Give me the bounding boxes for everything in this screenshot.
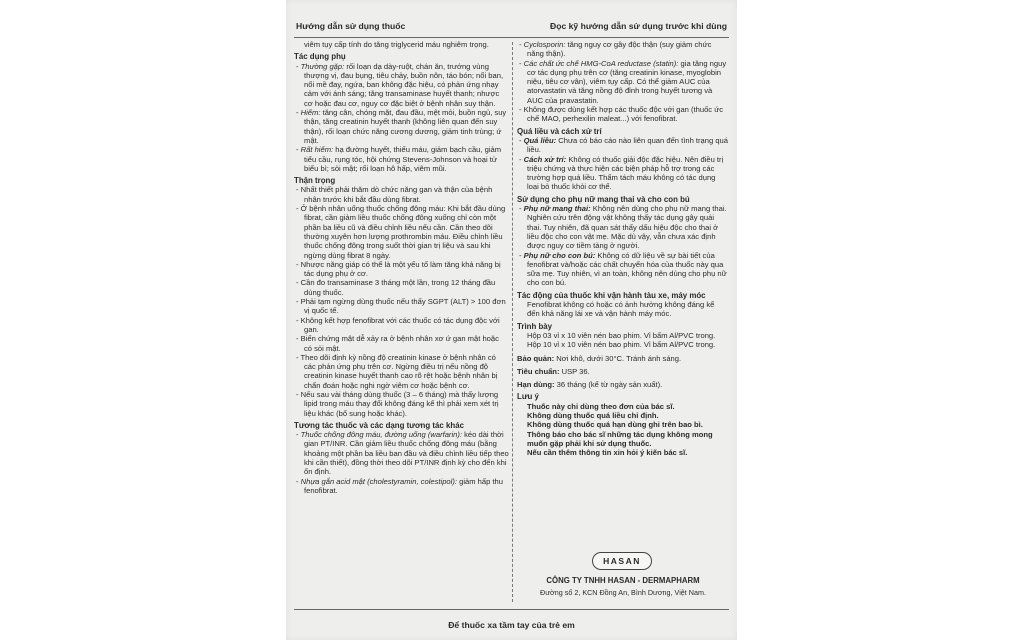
list-item: - Thuốc chống đông máu, đường uống (warfarin): kéo dài thời gian PT/INR. Cần giảm liều thuốc chống đông máu (bằng khoảng một phần ba liều ban đầu và điều chỉnh liều tiếp theo khi cần thiết), đồng thời theo dõi PT/INR định kỳ cho đến khi ổn định. [296,430,509,477]
interactions-continued-list [517,40,729,124]
item-term: Thường gặp: [300,61,345,71]
item-text: hạ đường huyết, thiếu máu, giảm bạch cầu, giảm tiểu cầu, rụng tóc, hội chứng Stevens-Johnson và hoại tử biểu bì; sỏi mật; rối loạn hô hấp, viêm mũi. [304,145,502,173]
storage-line [517,354,729,363]
interactions-heading: Tương tác thuốc và các dạng tương tác khác [294,420,464,430]
item-text: kéo dài thời gian PT/INR. Cần giảm liều thuốc chống đông máu (bằng khoảng một phần ba liều ban đầu và điều chỉnh liều tiếp theo khi cần thiết), đồng thời theo dõi PT/INR định kỳ cho đến khi ổn định. [304,430,509,477]
expiry-line [517,380,729,389]
item-text: Không nên dùng cho phụ nữ mang thai. Nghiên cứu trên động vật không thấy tác dụng gây quái thai. Tuy nhiên, đã quan sát thấy dấu hiệu độc cho thai ở liều độc cho con vật mẹ. Mặc dù vậy, vẫn chưa xác định được nguy cơ tiềm tàng ở người. [527,204,727,251]
item-term: Thuốc chống đông máu, đường uống (warfarin): [300,430,463,440]
leaflet-header [296,21,727,35]
item-text: Không được dùng kết hợp các thuốc độc với gan (thuốc ức chế MAO, perhexilin maleat...) với fenofibrat. [523,105,724,124]
item-term: Phụ nữ mang thai: [523,204,591,214]
company-address: Đường số 2, KCN Đồng An, Bình Dương, Việt Nam. [540,588,706,597]
notes-heading: Lưu ý [517,392,539,402]
expiry-label: Hạn dùng: [517,380,555,390]
list-item: - Theo dõi định kỳ nồng độ creatinin kinase ở bệnh nhân có các phản ứng phụ trên cơ. Ngừng điều trị nếu nồng độ creatinin kinase huyết thanh cao rõ rệt hoặc bệnh nhân bị chẩn đoán hoặc nghi ngờ viêm cơ hoặc bệnh cơ. [296,352,498,390]
item-text: Không có thuốc giải độc đặc hiệu. Nên điều trị triệu chứng và thực hiện các biện pháp hỗ trợ trong các trường hợp quá liều. Thẩm tách máu không có tác dụng loại bỏ thuốc khỏi cơ thể. [527,154,724,192]
list-item: - Ở bệnh nhân uống thuốc chống đông máu: Khi bắt đầu dùng fibrat, cần giảm liều thuốc chống đông xuống chỉ còn một phần ba liều cũ và điều chỉnh liều nếu cần. Cần theo dõi thường xuyên hơn lượng prothrombin máu. Điều chỉnh liều thuốc chống đông trong suốt thời gian trị liệu và sau khi ngừng dùng fibrat 8 ngày. [296,204,506,260]
note-line: Nếu cần thêm thông tin xin hỏi ý kiến bác sĩ. [527,448,688,458]
list-item: - Nhược năng giáp có thể là một yếu tố làm tăng khả năng bị tác dụng phụ ở cơ. [296,259,501,279]
company-name: CÔNG TY TNHH HASAN - DERMAPHARM [546,576,700,585]
list-item: - Cách xử trí: Không có thuốc giải độc đặc hiệu. Nên điều trị triệu chứng và thực hiện các biện pháp hỗ trợ trong các trường hợp quá liều. Thẩm tách máu không có tác dụng loại bỏ thuốc khỏi cơ thể. [519,154,724,192]
hasan-logo: HASAN [592,552,652,570]
item-text: Nhất thiết phải thăm dò chức năng gan và thận của bệnh nhân trước khi bắt đầu dùng fibrat. [300,185,493,204]
presentation-heading: Trình bày [517,321,553,331]
header-right-title: Đọc kỹ hướng dẫn sử dụng trước khi dùng [550,21,727,31]
item-text: tăng nguy cơ gây độc thận (suy giảm chức năng thận). [527,40,712,59]
precautions-heading: Thận trọng [294,176,336,186]
driving-text: Fenofibrat không có hoặc có ảnh hưởng không đáng kể đến khả năng lái xe và vận hành máy móc. [527,300,715,319]
pregnancy-heading: Sử dụng cho phụ nữ mang thai và cho con bú [517,194,690,204]
item-term: Phụ nữ cho con bú: [523,250,596,260]
item-text: Nếu sau vài tháng dùng thuốc (3 – 6 tháng) mà thấy lượng lipid trong máu thay đổi không đáng kể thì phải xem xét trị liệu khác (bổ sung hoặc khác). [300,389,499,418]
list-item: - Hiếm: tăng cân, chóng mặt, đau đầu, mệt mỏi, buồn ngủ, suy thận, tăng creatinin huyết thanh (không liên quan đến suy thận), rối loạn chức năng cương dương, giảm tinh trùng; ứ mật. [296,108,507,145]
expiry-value: 36 tháng (kể từ ngày sản xuất). [554,380,663,390]
side-effects-list [294,62,509,174]
item-term: Quá liều: [523,135,557,145]
footer-rule [294,609,729,610]
list-item: - Các chất ức chế HMG-CoA reductase (statin): gia tăng nguy cơ tác dụng phụ trên cơ (tăng creatinin kinase, myoglobin niệu, tiêu cơ vân), viêm tụy cấp. Có thể giảm AUC của atorvastatin và tăng nồng độ đỉnh trong huyết tương và AUC của pravastatin. [519,58,727,105]
item-term: Hiếm: [300,108,321,118]
header-rule [294,37,729,38]
item-term: Rất hiếm: [300,145,334,155]
item-text: giảm hấp thu fenofibrat. [304,476,503,495]
standard-value: USP 36. [559,366,590,376]
overdose-heading: Quá liều và cách xử trí [517,126,602,136]
list-item: - Biến chứng mật dễ xảy ra ở bệnh nhân xơ ứ gan mật hoặc có sỏi mật. [296,334,499,353]
list-item: - Nhất thiết phải thăm dò chức năng gan và thận của bệnh nhân trước khi bắt đầu dùng fibrat. [296,185,493,204]
list-item: - Phải tạm ngừng dùng thuốc nếu thấy SGPT (ALT) > 100 đơn vị quốc tế. [296,297,506,316]
leaflet-paper [286,0,737,640]
header-left-title: Hướng dẫn sử dụng thuốc [296,21,406,31]
list-item: - Nhựa gắn acid mật (cholestyramin, colestipol): giảm hấp thu fenofibrat. [296,476,503,495]
standard-label: Tiêu chuẩn: [517,366,560,376]
item-term: Cách xử trí: [523,154,567,164]
list-item: - Không kết hợp fenofibrat với các thuốc có tác dụng độc với gan. [296,315,500,334]
pregnancy-list [517,204,729,288]
precautions-list [294,185,509,417]
note-line: Thuốc này chỉ dùng theo đơn của bác sĩ. [527,401,675,411]
item-text: gia tăng nguy cơ tác dụng phụ trên cơ (tăng creatinin kinase, myoglobin niệu, tiêu cơ vân), viêm tụy cấp. Có thể giảm AUC của atorvastatin và tăng nồng độ đỉnh trong huyết tương và AUC của pravastatin. [527,58,727,105]
notes-list [517,402,729,458]
side-effects-heading: Tác dụng phụ [294,52,346,62]
presentation-line: Hộp 03 vỉ x 10 viên nén bao phim. Vỉ bấm Al/PVC trong. [527,330,716,340]
presentation-line: Hộp 10 vỉ x 10 viên nén bao phim. Vỉ bấm Al/PVC trong. [527,340,716,350]
item-text: Cần đo transaminase 3 tháng một lần, trong 12 tháng đầu dùng thuốc. [300,278,496,297]
item-term: Nhựa gắn acid mật (cholestyramin, colestipol): [300,476,457,486]
overdose-list [517,136,729,192]
storage-label: Bảo quản: [517,353,555,363]
list-item: - Nếu sau vài tháng dùng thuốc (3 – 6 tháng) mà thấy lượng lipid trong máu thay đổi không đáng kể thì phải xem xét trị liệu khác (bổ sung hoặc khác). [296,389,499,418]
interactions-list [294,430,509,495]
intro-text: viêm tụy cấp tính do tăng triglycerid máu nghiêm trọng. [304,40,489,49]
note-line: Thông báo cho bác sĩ những tác dụng không mong muốn gặp phải khi sử dụng thuốc. [527,429,713,448]
driving-heading: Tác động của thuốc khi vận hành tàu xe, máy móc [517,290,706,300]
left-column [294,40,509,495]
item-term: Cyclosporin: [523,40,566,49]
list-item: - Thường gặp: rối loạn dạ dày-ruột, chán ăn, trướng vùng thượng vị, đau bụng, tiêu chảy, buồn nôn, táo bón; nổi ban, nổi mề đay, ngứa, ban không đặc hiệu, có phản ứng nhạy cảm với ánh sáng; tăng transaminase huyết thanh; nhược cơ hoặc đau cơ, nguy cơ đặc biệt ở bệnh nhân suy thận. [296,61,504,108]
column-divider [512,42,513,602]
list-item: - Cần đo transaminase 3 tháng một lần, trong 12 tháng đầu dùng thuốc. [296,278,496,297]
item-text: Chưa có báo cáo nào liên quan đến tình trạng quá liều. [527,135,728,155]
note-line: Không dùng thuốc quá hạn dùng ghi trên bao bì. [527,420,703,430]
item-text: Phải tạm ngừng dùng thuốc nếu thấy SGPT (ALT) > 100 đơn vị quốc tế. [300,297,506,316]
list-item: - Phụ nữ mang thai: Không nên dùng cho phụ nữ mang thai. Nghiên cứu trên động vật không thấy tác dụng gây quái thai. Tuy nhiên, đã quan sát thấy dấu hiệu độc cho thai ở liều độc cho con vật mẹ. Mặc dù vậy, vẫn chưa xác định được nguy cơ tiềm tàng ở người. [519,204,727,251]
list-item: - Quá liều: Chưa có báo cáo nào liên quan đến tình trạng quá liều. [519,135,728,155]
item-text: tăng cân, chóng mặt, đau đầu, mệt mỏi, buồn ngủ, suy thận, tăng creatinin huyết thanh (không liên quan đến suy thận), rối loạn chức năng cương dương, giảm tinh trùng; ứ mật. [304,108,507,145]
standard-line [517,367,729,376]
note-line: Không dùng thuốc quá liều chỉ định. [527,410,659,420]
list-item: - Cyclosporin: tăng nguy cơ gây độc thận (suy giảm chức năng thận). [519,40,712,59]
list-item: - Rất hiếm: hạ đường huyết, thiếu máu, giảm bạch cầu, giảm tiểu cầu, rụng tóc, hội chứng Stevens-Johnson và hoại tử biểu bì; sỏi mật; rối loạn hô hấp, viêm mũi. [296,145,502,173]
item-term: Các chất ức chế HMG-CoA reductase (statin): [523,58,679,68]
item-text: Không có dữ liệu về sự bài tiết của fenofibrat và/hoặc các chất chuyển hóa của thuốc này qua sữa mẹ. Tuy nhiên, vì an toàn, không nên dùng cho phụ nữ cho con bú. [527,250,727,288]
item-text: Biến chứng mật dễ xảy ra ở bệnh nhân xơ ứ gan mật hoặc có sỏi mật. [300,334,499,353]
storage-value: Nơi khô, dưới 30°C. Tránh ánh sáng. [554,353,682,363]
item-text: Không kết hợp fenofibrat với các thuốc có tác dụng độc với gan. [300,315,500,334]
list-item: - Phụ nữ cho con bú: Không có dữ liệu về sự bài tiết của fenofibrat và/hoặc các chất chuyển hóa của thuốc này qua sữa mẹ. Tuy nhiên, vì an toàn, không nên dùng cho phụ nữ cho con bú. [519,250,727,288]
footer-warning: Để thuốc xa tầm tay của trẻ em [448,620,575,630]
item-text: Nhược năng giáp có thể là một yếu tố làm tăng khả năng bị tác dụng phụ ở cơ. [300,259,501,279]
right-column [517,40,729,457]
item-text: Ở bệnh nhân uống thuốc chống đông máu: Khi bắt đầu dùng fibrat, cần giảm liều thuốc chống đông xuống chỉ còn một phần ba liều cũ và điều chỉnh liều nếu cần. Cần theo dõi thường xuyên hơn lượng prothrombin máu. Điều chỉnh liều thuốc chống đông trong suốt thời gian trị liệu và sau khi ngừng dùng fibrat 8 ngày. [300,204,506,260]
item-text: Theo dõi định kỳ nồng độ creatinin kinase ở bệnh nhân có các phản ứng phụ trên cơ. Ngừng điều trị nếu nồng độ creatinin kinase huyết thanh cao rõ rệt hoặc bệnh nhân bị chẩn đoán hoặc nghi ngờ viêm cơ hoặc bệnh cơ. [300,352,498,390]
item-text: rối loạn dạ dày-ruột, chán ăn, trướng vùng thượng vị, đau bụng, tiêu chảy, buồn nôn, táo bón; nổi ban, nổi mề đay, ngứa, ban không đặc hiệu, có phản ứng nhạy cảm với ánh sáng; tăng transaminase huyết thanh; nhược cơ hoặc đau cơ, nguy cơ đặc biệt ở bệnh nhân suy thận. [304,61,504,108]
list-item: - Không được dùng kết hợp các thuốc độc với gan (thuốc ức chế MAO, perhexilin maleat...) với fenofibrat. [519,105,724,124]
